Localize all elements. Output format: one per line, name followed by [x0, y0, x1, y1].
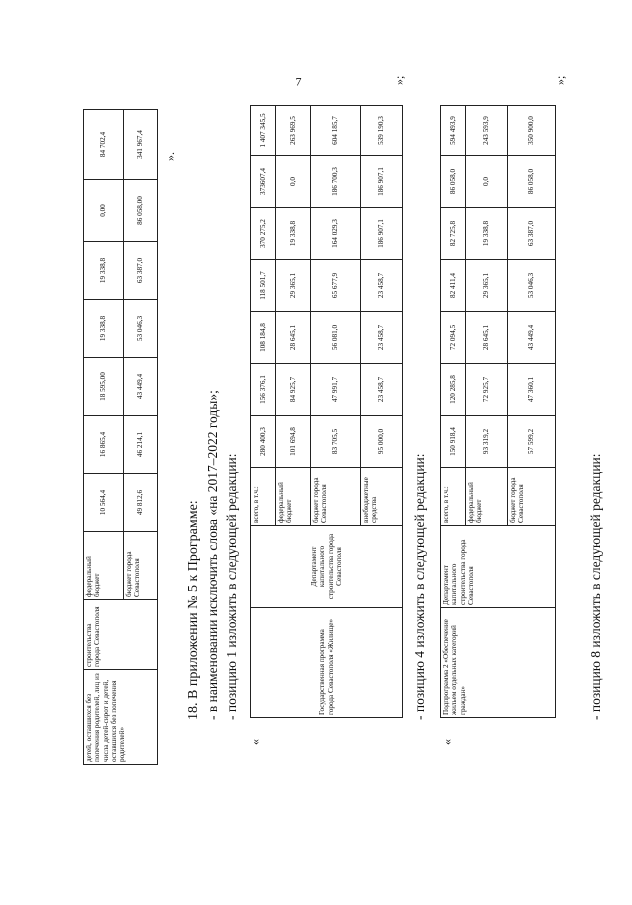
closing-quote: »;: [392, 75, 406, 85]
subprogram-table: [440, 105, 556, 718]
instruction-line: - в наименовании исключить слова «на 2017–2022 годы»;: [205, 390, 220, 720]
value-cell: 16 865,4: [84, 416, 124, 474]
source-cell: бюджет города Севастополя: [311, 468, 361, 526]
executor-cell: Департамент капитального строительства города Севастополя: [251, 526, 403, 608]
value-cell: 65 677,9: [311, 260, 361, 312]
item-18-heading: 18. В приложении № 5 к Программе:: [186, 500, 201, 720]
value-cell: 280 400,3: [251, 416, 276, 468]
value-cell: 43 449,4: [124, 358, 158, 416]
program-name-cell: детей, оставшихся без попечения родителей, лиц из числа детей-сирот и детей, оставшихся без попечения родителей»: [84, 670, 158, 765]
value-cell: 370 275,2: [251, 208, 276, 260]
value-cell: 53 046,3: [124, 300, 158, 358]
value-cell: 243 593,9: [466, 106, 508, 156]
source-cell: всего, в т.ч.:: [251, 468, 276, 526]
value-cell: 108 184,8: [251, 312, 276, 364]
value-cell: 63 387,0: [508, 208, 556, 260]
value-cell: 150 918,4: [441, 416, 466, 468]
value-cell: 83 705,5: [311, 416, 361, 468]
value-cell: 86 058,0: [508, 156, 556, 208]
page-number: 7: [295, 74, 302, 89]
value-cell: 186 700,3: [311, 156, 361, 208]
closing-quote: ».: [163, 152, 177, 161]
closing-quote: »;: [553, 75, 567, 85]
value-cell: 47 991,7: [311, 364, 361, 416]
value-cell: 0,00: [84, 180, 124, 242]
value-cell: 118 501,7: [251, 260, 276, 312]
value-cell: 82 411,4: [441, 260, 466, 312]
source-cell: федеральный бюджет: [276, 468, 311, 526]
continuation-table: [83, 109, 158, 765]
value-cell: 120 285,8: [441, 364, 466, 416]
value-cell: 156 376,1: [251, 364, 276, 416]
value-cell: 373607,4: [251, 156, 276, 208]
value-cell: 19 338,8: [466, 208, 508, 260]
value-cell: 101 694,8: [276, 416, 311, 468]
value-cell: 18 595,00: [84, 358, 124, 416]
instruction-line: - позицию 8 изложить в следующей редакции:: [588, 453, 603, 720]
value-cell: 10 564,4: [84, 474, 124, 532]
opening-quote: «: [248, 739, 262, 745]
value-cell: 49 812,6: [124, 474, 158, 532]
value-cell: 84 702,4: [84, 110, 124, 180]
opening-quote: «: [440, 739, 454, 745]
value-cell: 84 925,7: [276, 364, 311, 416]
instruction-line: - позицию 1 изложить в следующей редакции:: [224, 453, 239, 720]
value-cell: 28 645,1: [466, 312, 508, 364]
value-cell: 29 365,1: [276, 260, 311, 312]
program-name-cell: Подпрограмма 2 «Обеспечение жильем отдельных категорий граждан»: [441, 608, 556, 718]
value-cell: 604 185,7: [311, 106, 361, 156]
value-cell: 72 925,7: [466, 364, 508, 416]
executor-cell: строительства города Севастополя: [84, 600, 158, 670]
value-cell: 1 407 345,5: [251, 106, 276, 156]
source-cell: бюджет города Севастополя: [124, 532, 158, 600]
source-cell: бюджет города Севастополя: [508, 468, 556, 526]
value-cell: 186 907,1: [361, 156, 403, 208]
value-cell: 539 190,3: [361, 106, 403, 156]
value-cell: 341 967,4: [124, 110, 158, 180]
source-cell: федеральный бюджет: [466, 468, 508, 526]
value-cell: 47 360,1: [508, 364, 556, 416]
value-cell: 164 029,3: [311, 208, 361, 260]
value-cell: 53 046,3: [508, 260, 556, 312]
value-cell: 23 458,7: [361, 364, 403, 416]
value-cell: 0,0: [276, 156, 311, 208]
value-cell: 72 094,5: [441, 312, 466, 364]
value-cell: 63 387,0: [124, 242, 158, 300]
value-cell: 19 338,8: [84, 242, 124, 300]
value-cell: 19 338,8: [84, 300, 124, 358]
value-cell: 594 493,9: [441, 106, 466, 156]
executor-cell: Департамент капитального строительства города Севастополя: [441, 526, 556, 608]
program-name-cell: Государственная программа города Севастополя «Жилище»: [251, 608, 403, 718]
value-cell: 57 599,2: [508, 416, 556, 468]
value-cell: 86 058,0: [441, 156, 466, 208]
value-cell: 43 449,4: [508, 312, 556, 364]
value-cell: 28 645,1: [276, 312, 311, 364]
value-cell: 350 900,0: [508, 106, 556, 156]
value-cell: 46 214,1: [124, 416, 158, 474]
source-cell: всего, в т.ч.:: [441, 468, 466, 526]
value-cell: 29 365,1: [466, 260, 508, 312]
instruction-line: - позицию 4 изложить в следующей редакции:: [412, 453, 427, 720]
value-cell: 23 458,7: [361, 312, 403, 364]
value-cell: 82 725,8: [441, 208, 466, 260]
value-cell: 86 058,00: [124, 180, 158, 242]
program-table: [250, 105, 403, 718]
value-cell: 186 907,1: [361, 208, 403, 260]
value-cell: 56 081,0: [311, 312, 361, 364]
value-cell: 93 319,2: [466, 416, 508, 468]
source-cell: внебюджетные средства: [361, 468, 403, 526]
value-cell: 23 458,7: [361, 260, 403, 312]
value-cell: 95 000,0: [361, 416, 403, 468]
value-cell: 0,0: [466, 156, 508, 208]
source-cell: федеральный бюджет: [84, 532, 124, 600]
value-cell: 19 338,8: [276, 208, 311, 260]
value-cell: 263 969,5: [276, 106, 311, 156]
